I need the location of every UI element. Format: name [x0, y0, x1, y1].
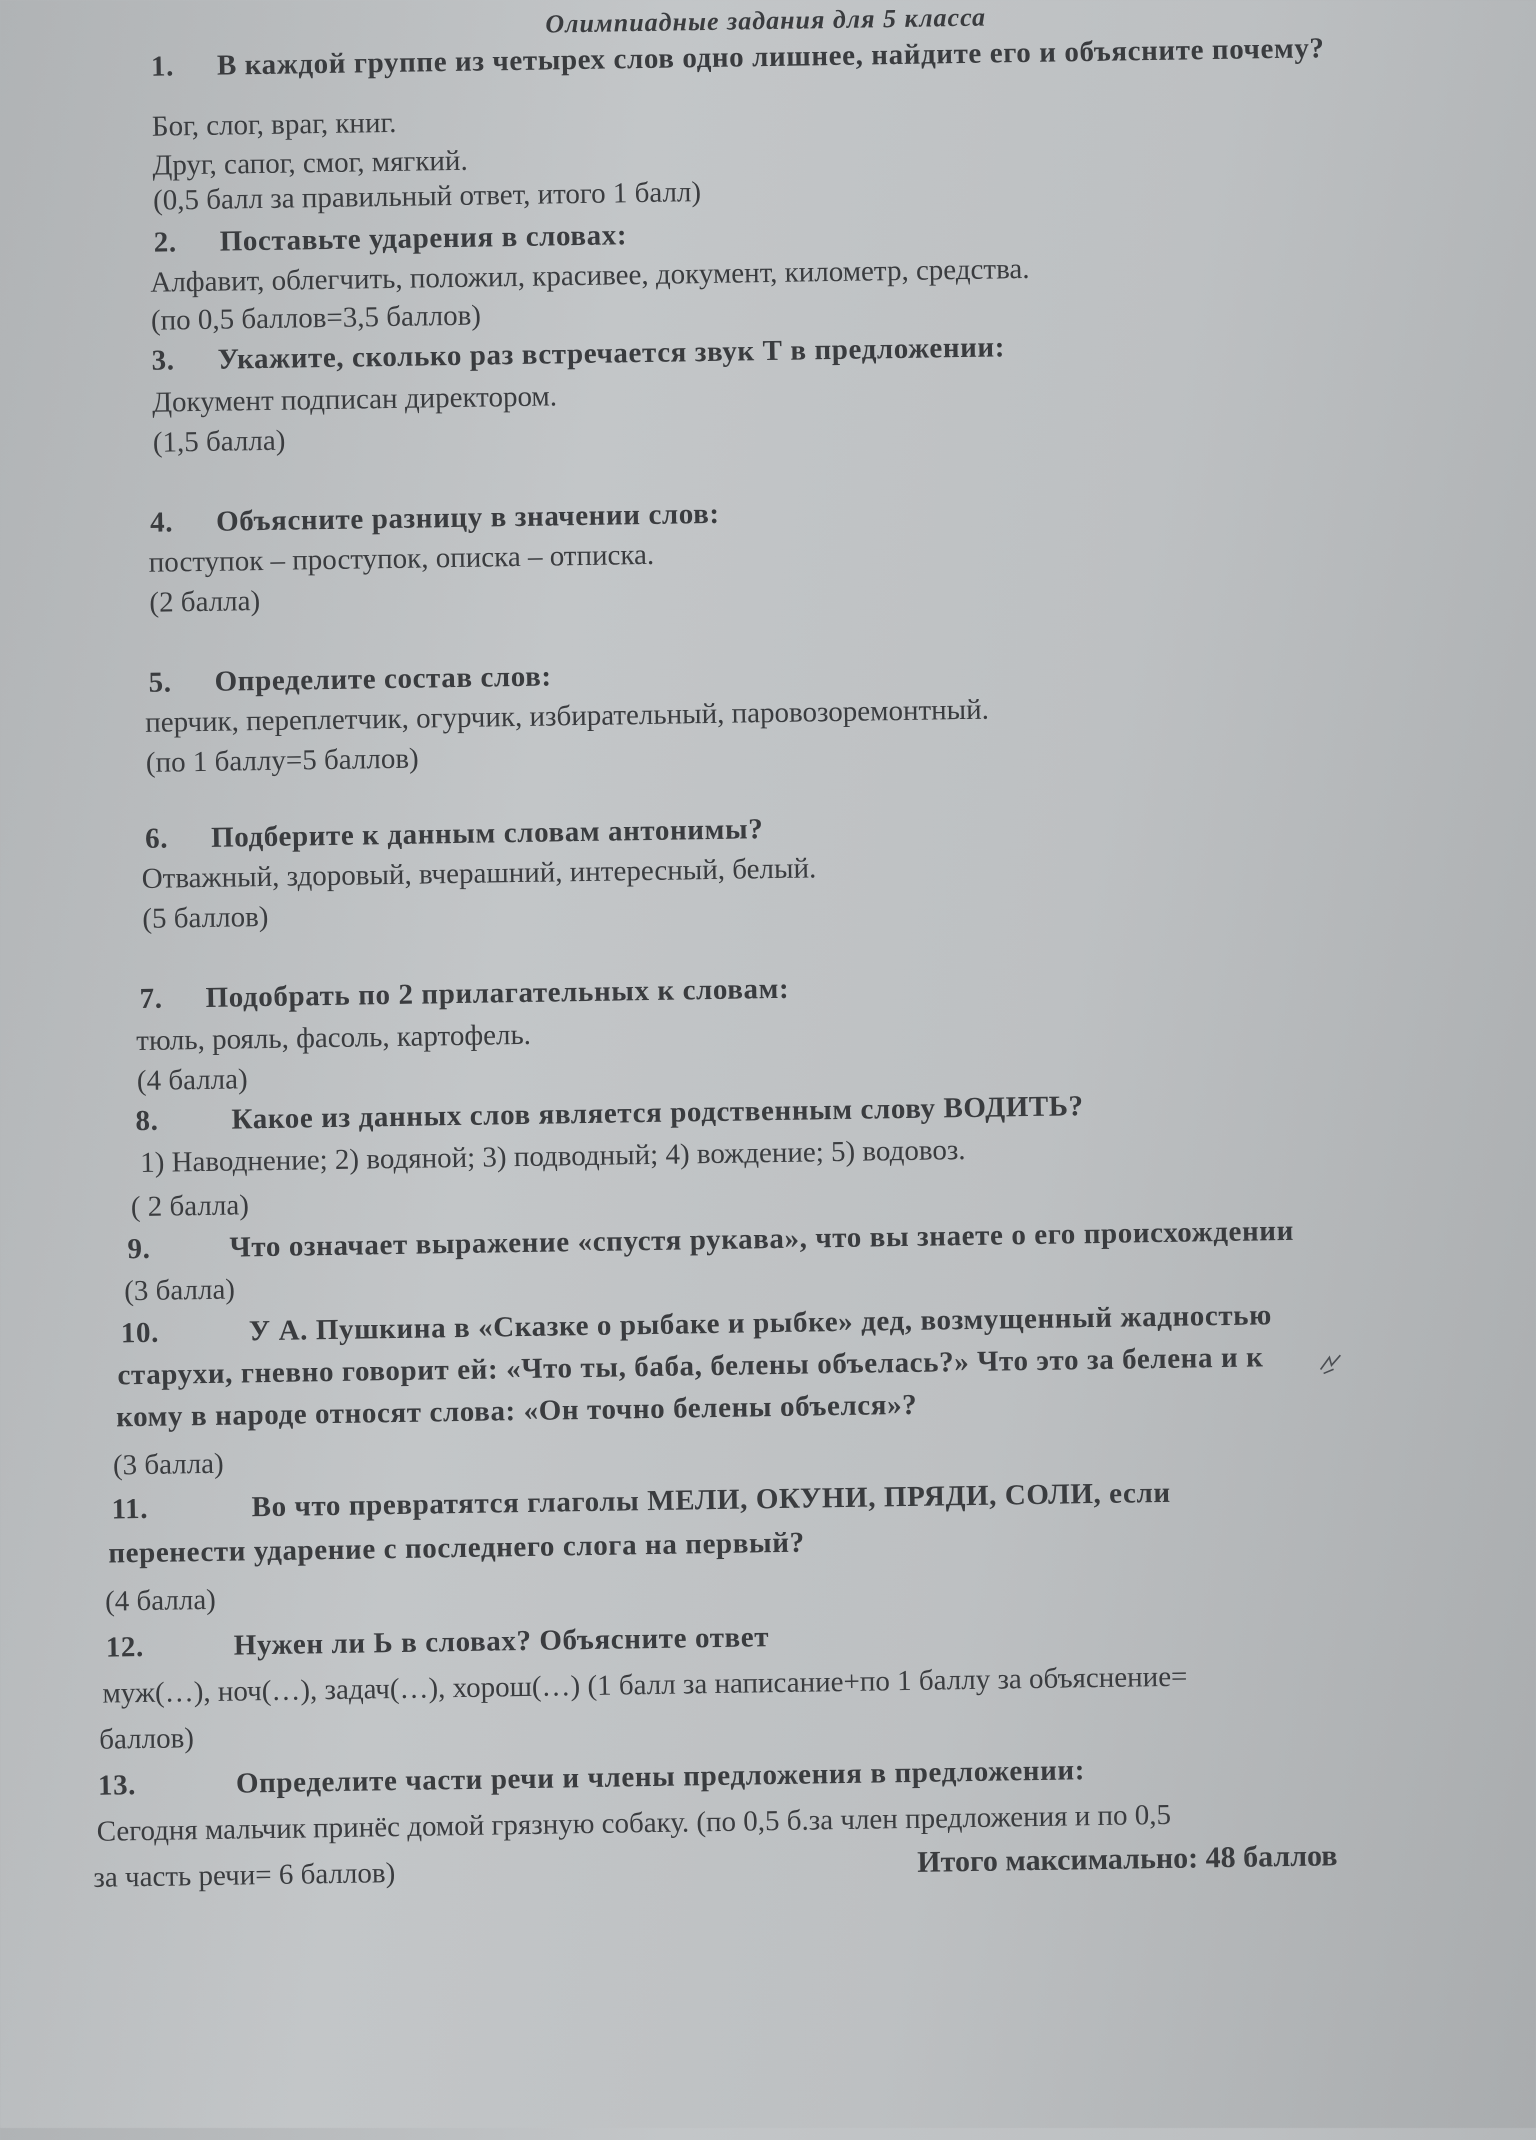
task-13-heading: 13. Определите части речи и члены предложения в предложении:	[97, 1754, 1086, 1802]
task-7-line: тюль, рояль, фасоль, картофель.	[136, 1018, 532, 1058]
task-9-heading: 9. Что означает выражение «спустя рукава», что вы знаете о его происхождении	[127, 1214, 1295, 1266]
task-6-line: Отважный, здоровый, вчерашний, интересный, белый.	[141, 852, 817, 895]
task-1-line: Друг, сапог, смог, мягкий.	[152, 144, 468, 182]
task-8-heading: 8. Какое из данных слов является родственным слову ВОДИТЬ?	[135, 1090, 1084, 1138]
task-6-heading: 6. Подберите к данным словам антонимы?	[144, 813, 764, 855]
task-7-heading: 7. Подобрать по 2 прилагательных к словам:	[139, 972, 790, 1015]
task-10-line: (3 балла)	[112, 1447, 224, 1482]
task-8-line: 1) Наводнение; 2) водяной; 3) подводный; 4) вождение; 5) водовоз.	[139, 1134, 966, 1180]
task-8-line: ( 2 балла)	[130, 1189, 250, 1224]
task-5-line: перчик, переплетчик, огурчик, избирательный, паровозоремонтный.	[145, 693, 990, 739]
task-5-heading: 5. Определите состав слов:	[148, 660, 552, 699]
task-5-line: (по 1 баллу=5 баллов)	[145, 742, 419, 779]
task-3-line: Документ подписан директором.	[151, 380, 558, 419]
task-12-line: муж(…), ноч(…), задач(…), хорош(…) (1 балл за написание+по 1 баллу за объяснение=	[102, 1660, 1188, 1710]
task-9-line: (3 балла)	[123, 1273, 236, 1308]
task-2-line: Алфавит, облегчить, положил, красивее, документ, километр, средства.	[150, 252, 1030, 299]
task-11-heading: 11. Во что превратятся глаголы МЕЛИ, ОКУНИ, ПРЯДИ, СОЛИ, если	[111, 1476, 1171, 1526]
task-6-line: (5 баллов)	[142, 900, 269, 935]
total-score: Итого максимально: 48 баллов	[917, 1839, 1338, 1879]
task-11-heading-cont: перенести ударение с последнего слога на первый?	[108, 1526, 805, 1570]
task-2-line: (по 0,5 баллов=3,5 баллов)	[150, 299, 482, 337]
task-4-line: поступок – проступок, описка – отписка.	[148, 538, 655, 579]
task-13-line: Сегодня мальчик принёс домой грязную собаку. (по 0,5 б.за член предложения и по 0,5	[96, 1798, 1172, 1848]
task-4-heading: 4. Объясните разницу в значении слов:	[149, 497, 720, 539]
task-1-heading: 1. В каждой группе из четырех слов одно лишнее, найдите его и объясните почему?	[150, 32, 1325, 83]
task-10-heading: 10. У А. Пушкина в «Сказке о рыбаке и рыбке» дед, возмущенный жадностью	[120, 1299, 1273, 1350]
task-1-line: (0,5 балл за правильный ответ, итого 1 балл)	[152, 176, 702, 217]
page-title: Олимпиадные задания для 5 класса	[545, 2, 987, 39]
task-11-line: (4 балла)	[104, 1583, 217, 1618]
task-3-line: (1,5 балла)	[152, 424, 286, 459]
task-4-line: (2 балла)	[149, 585, 261, 619]
task-12-line: баллов)	[98, 1722, 195, 1756]
task-2-heading: 2. Поставьте ударения в словах:	[153, 219, 628, 259]
task-10-heading-cont: старухи, гневно говорит ей: «Что ты, баба, белены объелась?» Что это за белена и к	[117, 1341, 1264, 1392]
task-7-line: (4 балла)	[136, 1063, 248, 1098]
task-10-heading-cont: кому в народе относят слова: «Он точно белены объелся»?	[115, 1388, 918, 1434]
pen-mark-icon	[1317, 1353, 1343, 1375]
task-1-line: Бог, слог, враг, книг.	[151, 106, 397, 143]
task-3-heading: 3. Укажите, сколько раз встречается звук Т в предложении:	[151, 331, 1006, 377]
task-13-line: за часть речи= 6 баллов)	[93, 1857, 396, 1894]
task-12-heading: 12. Нужен ли Ь в словах? Объясните ответ	[105, 1621, 770, 1664]
